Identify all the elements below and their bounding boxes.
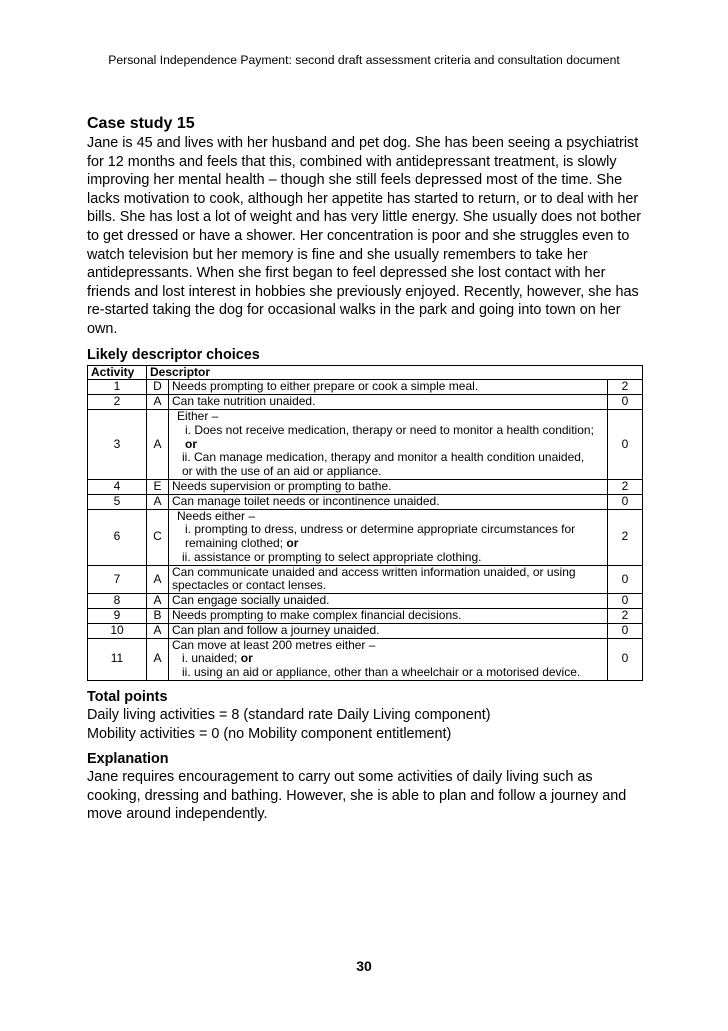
col-descriptor: Descriptor bbox=[147, 365, 643, 380]
descriptor-fragment: remaining clothed; bbox=[185, 536, 284, 551]
activity-number: 10 bbox=[88, 623, 147, 638]
descriptor-points: 0 bbox=[608, 594, 643, 609]
descriptor-points: 0 bbox=[608, 494, 643, 509]
page-number: 30 bbox=[356, 958, 372, 974]
table-row bbox=[88, 395, 643, 410]
descriptor-code: B bbox=[147, 609, 169, 624]
running-header: Personal Independence Payment: second draft assessment criteria and consultation document bbox=[108, 53, 620, 67]
activity-number: 6 bbox=[88, 509, 147, 565]
activity-number: 2 bbox=[88, 395, 147, 410]
activity-number: 11 bbox=[88, 638, 147, 680]
descriptor-code: A bbox=[147, 623, 169, 638]
activity-number: 7 bbox=[88, 565, 147, 594]
descriptor-line: Either – bbox=[177, 408, 219, 423]
descriptor-text bbox=[169, 565, 608, 594]
descriptor-points: 2 bbox=[608, 380, 643, 395]
descriptor-points: 2 bbox=[608, 609, 643, 624]
descriptor-code: A bbox=[147, 395, 169, 410]
descriptor-text: Needs prompting to either prepare or cook a simple meal. bbox=[169, 380, 608, 395]
activity-number: 9 bbox=[88, 609, 147, 624]
descriptor-text: Can plan and follow a journey unaided. bbox=[169, 623, 608, 638]
descriptor-fragment: i. unaided; bbox=[182, 651, 238, 666]
descriptor-points: 2 bbox=[608, 479, 643, 494]
descriptor-line: Needs either – bbox=[177, 508, 256, 523]
descriptor-line: i. prompting to dress, undress or determine appropriate circumstances for bbox=[185, 522, 576, 537]
case-study-title: Case study 15 bbox=[87, 115, 195, 132]
descriptor-code: A bbox=[147, 494, 169, 509]
activity-number: 4 bbox=[88, 479, 147, 494]
descriptor-line bbox=[172, 652, 604, 666]
or-keyword: or bbox=[286, 536, 299, 551]
activity-number: 1 bbox=[88, 380, 147, 395]
descriptor-table bbox=[87, 365, 643, 682]
activity-number: 3 bbox=[88, 409, 147, 479]
explanation-text: Jane requires encouragement to carry out some activities of daily living such as cooking, dressing and bathing. However, she is able to plan and follow a journey and move around independently. bbox=[87, 769, 627, 823]
descriptor-text bbox=[169, 638, 608, 680]
descriptor-code: A bbox=[147, 565, 169, 594]
descriptor-code: A bbox=[147, 409, 169, 479]
descriptor-code: C bbox=[147, 509, 169, 565]
daily-living-total: Daily living activities = 8 (standard rate Daily Living component) bbox=[87, 707, 491, 724]
descriptor-text bbox=[169, 409, 608, 479]
descriptor-line bbox=[172, 438, 604, 452]
descriptor-line: Can communicate unaided and access written information unaided, or using bbox=[172, 564, 576, 579]
table-row bbox=[88, 623, 643, 638]
descriptor-text: Can engage socially unaided. bbox=[169, 594, 608, 609]
descriptor-points: 0 bbox=[608, 565, 643, 594]
table-row bbox=[88, 565, 643, 594]
descriptor-points: 0 bbox=[608, 395, 643, 410]
descriptor-points: 0 bbox=[608, 409, 643, 479]
table-row bbox=[88, 479, 643, 494]
table-row bbox=[88, 409, 643, 479]
table-row bbox=[88, 594, 643, 609]
descriptor-code: A bbox=[147, 594, 169, 609]
table-row bbox=[88, 380, 643, 395]
descriptor-heading: Likely descriptor choices bbox=[87, 346, 260, 363]
descriptor-code: D bbox=[147, 380, 169, 395]
descriptor-line: ii. assistance or prompting to select appropriate clothing. bbox=[182, 549, 482, 564]
descriptor-line bbox=[172, 537, 604, 551]
total-points-heading: Total points bbox=[87, 689, 168, 706]
descriptor-text: Needs supervision or prompting to bathe. bbox=[169, 479, 608, 494]
activity-number: 5 bbox=[88, 494, 147, 509]
descriptor-points: 0 bbox=[608, 638, 643, 680]
descriptor-code: A bbox=[147, 638, 169, 680]
descriptor-line: spectacles or contact lenses. bbox=[172, 578, 327, 593]
descriptor-line: ii. Can manage medication, therapy and monitor a health condition unaided, bbox=[182, 450, 585, 465]
table-row bbox=[88, 638, 643, 680]
descriptor-line: i. Does not receive medication, therapy or need to monitor a health condition; bbox=[185, 422, 594, 437]
descriptor-line: ii. using an aid or appliance, other than a wheelchair or a motorised device. bbox=[182, 665, 581, 680]
descriptor-text: Needs prompting to make complex financial decisions. bbox=[169, 609, 608, 624]
descriptor-code: E bbox=[147, 479, 169, 494]
descriptor-line: Can move at least 200 metres either – bbox=[172, 637, 376, 652]
table-header-row bbox=[88, 365, 643, 380]
or-keyword: or bbox=[240, 651, 253, 666]
or-keyword: or bbox=[185, 436, 197, 451]
col-activity: Activity bbox=[88, 365, 147, 380]
descriptor-points: 0 bbox=[608, 623, 643, 638]
case-paragraph: Jane is 45 and lives with her husband and pet dog. She has been seeing a psychiatrist for 12 months and feels that this, combined with antidepressant treatment, is slowly improving her mental health – though she still feels depressed most of the time. She lacks motivation to cook, although her appetite has started to return, or to deal with her bills. She has lost a lot of weight and has very little energy. She usually does not bother to get dressed or have a shower. Her concentration is poor and she struggles even to watch television but her memory is fine and she usually remembers to take her antidepressants. When she first began to feel depressed she lost contact with her friends and lost interest in hobbies she previously enjoyed. Recently, however, she has re-started taking the dog for occasional walks in the park and going into town on her own. bbox=[87, 135, 642, 337]
table-row bbox=[88, 494, 643, 509]
explanation-heading: Explanation bbox=[87, 751, 169, 768]
table-row bbox=[88, 509, 643, 565]
activity-number: 8 bbox=[88, 594, 147, 609]
descriptor-text: Can take nutrition unaided. bbox=[169, 395, 608, 410]
descriptor-line: or with the use of an aid or appliance. bbox=[182, 464, 382, 479]
main-content bbox=[87, 114, 643, 824]
descriptor-text bbox=[169, 509, 608, 565]
descriptor-text: Can manage toilet needs or incontinence unaided. bbox=[169, 494, 608, 509]
table-row bbox=[88, 609, 643, 624]
descriptor-points: 2 bbox=[608, 509, 643, 565]
mobility-total: Mobility activities = 0 (no Mobility component entitlement) bbox=[87, 725, 452, 742]
